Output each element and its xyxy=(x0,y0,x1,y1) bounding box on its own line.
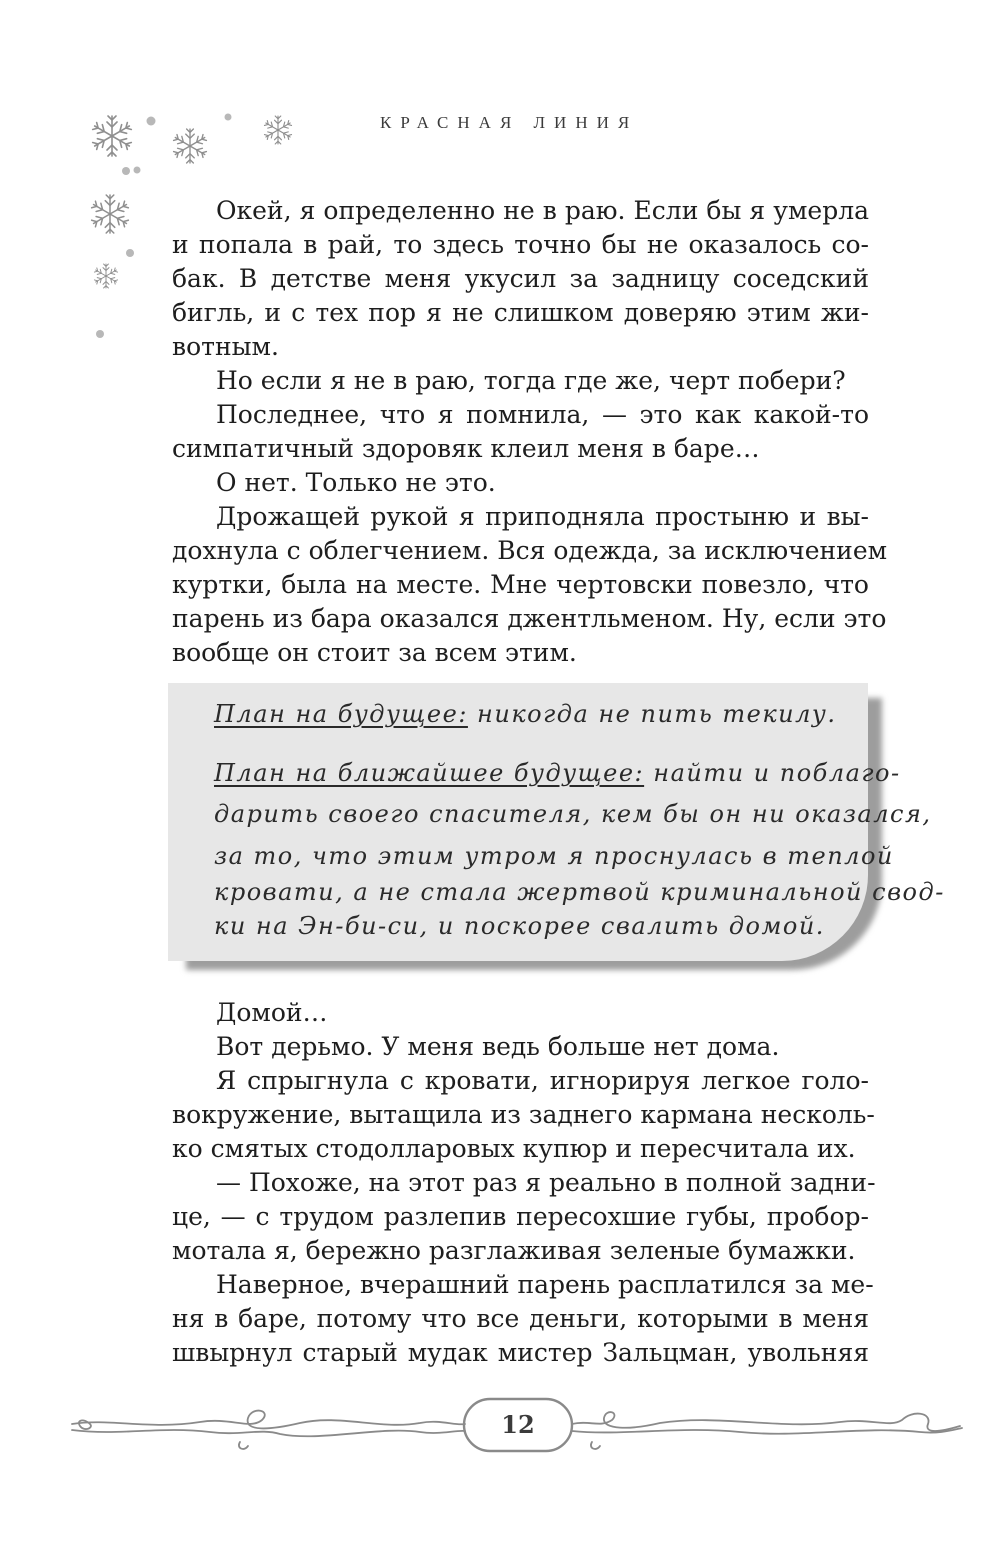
text-line: мотала я, бережно разглаживая зеленые бумажки. xyxy=(172,1236,856,1265)
snowflake-icon xyxy=(92,116,132,156)
text-line: Дрожащей рукой я приподняла простыню и вы- xyxy=(216,502,869,531)
text-line: Последнее, что я помнила, — это как какой-то xyxy=(216,400,869,429)
body-text-top xyxy=(172,194,888,670)
text-line: куртки, была на месте. Мне чертовски повезло, что xyxy=(172,570,869,599)
note-line: за то, что этим утром я проснулась в теплой xyxy=(214,842,894,870)
text-line: дохнула с облегчением. Вся одежда, за исключением xyxy=(172,536,888,565)
snowflake-icon xyxy=(173,129,207,163)
text-line: вокружение, вытащила из заднего кармана несколь- xyxy=(172,1100,875,1129)
text-line: Наверное, вчерашний парень расплатился за ме- xyxy=(216,1270,874,1299)
text-line: О нет. Только не это. xyxy=(216,468,496,497)
text-line: ко смятых стодолларовых купюр и пересчитала их. xyxy=(172,1134,856,1163)
body-text-bottom xyxy=(172,996,876,1370)
text-line: ня в баре, потому что все деньги, которыми в меня xyxy=(172,1304,869,1333)
text-line: Окей, я определенно не в раю. Если бы я умерла xyxy=(216,196,869,225)
note-line: дарить своего спасителя, кем бы он ни оказался, xyxy=(214,800,932,828)
note-label: План на ближайшее будущее: xyxy=(214,759,645,787)
text-line: швырнул старый мудак мистер Зальцман, увольняя xyxy=(172,1338,869,1367)
text-line: парень из бара оказался джентльменом. Ну, если это xyxy=(172,604,887,633)
note-line: План на ближайшее будущее: найти и поблаго- xyxy=(214,759,901,787)
text-line: вообще он стоит за всем этим. xyxy=(172,638,577,667)
text-line: бак. В детстве меня укусил за задницу соседский xyxy=(172,264,869,293)
page-number: 12 xyxy=(501,1410,535,1439)
text-line: Но если я не в раю, тогда где же, черт побери? xyxy=(216,366,846,395)
text-line: симпатичный здоровяк клеил меня в баре… xyxy=(172,434,760,463)
running-head: КРАСНАЯ ЛИНИЯ xyxy=(380,113,639,132)
text-line: це, — с трудом разлепив пересохшие губы, пробор- xyxy=(172,1202,869,1231)
snowflake-icon xyxy=(94,264,118,288)
note-line: План на будущее: никогда не пить текилу. xyxy=(214,700,837,728)
note-line: кровати, а не стала жертвой криминальной свод- xyxy=(214,878,945,906)
snowflake-icon xyxy=(264,116,292,144)
note-line: ки на Эн-би-си, и поскорее свалить домой. xyxy=(214,912,825,940)
text-line: — Похоже, на этот раз я реально в полной задни- xyxy=(216,1168,876,1197)
text-line: Вот дерьмо. У меня ведь больше нет дома. xyxy=(216,1032,780,1061)
text-line: Я спрыгнула с кровати, игнорируя легкое голо- xyxy=(216,1066,869,1095)
snowflake-icon xyxy=(91,195,129,233)
note-label: План на будущее: xyxy=(214,700,468,728)
text-line: и попала в рай, то здесь точно бы не оказалось со- xyxy=(172,230,869,259)
text-line: Домой… xyxy=(216,998,328,1027)
text-line: бигль, и с тех пор я не слишком доверяю этим жи- xyxy=(172,298,869,327)
text-line: вотным. xyxy=(172,332,279,361)
